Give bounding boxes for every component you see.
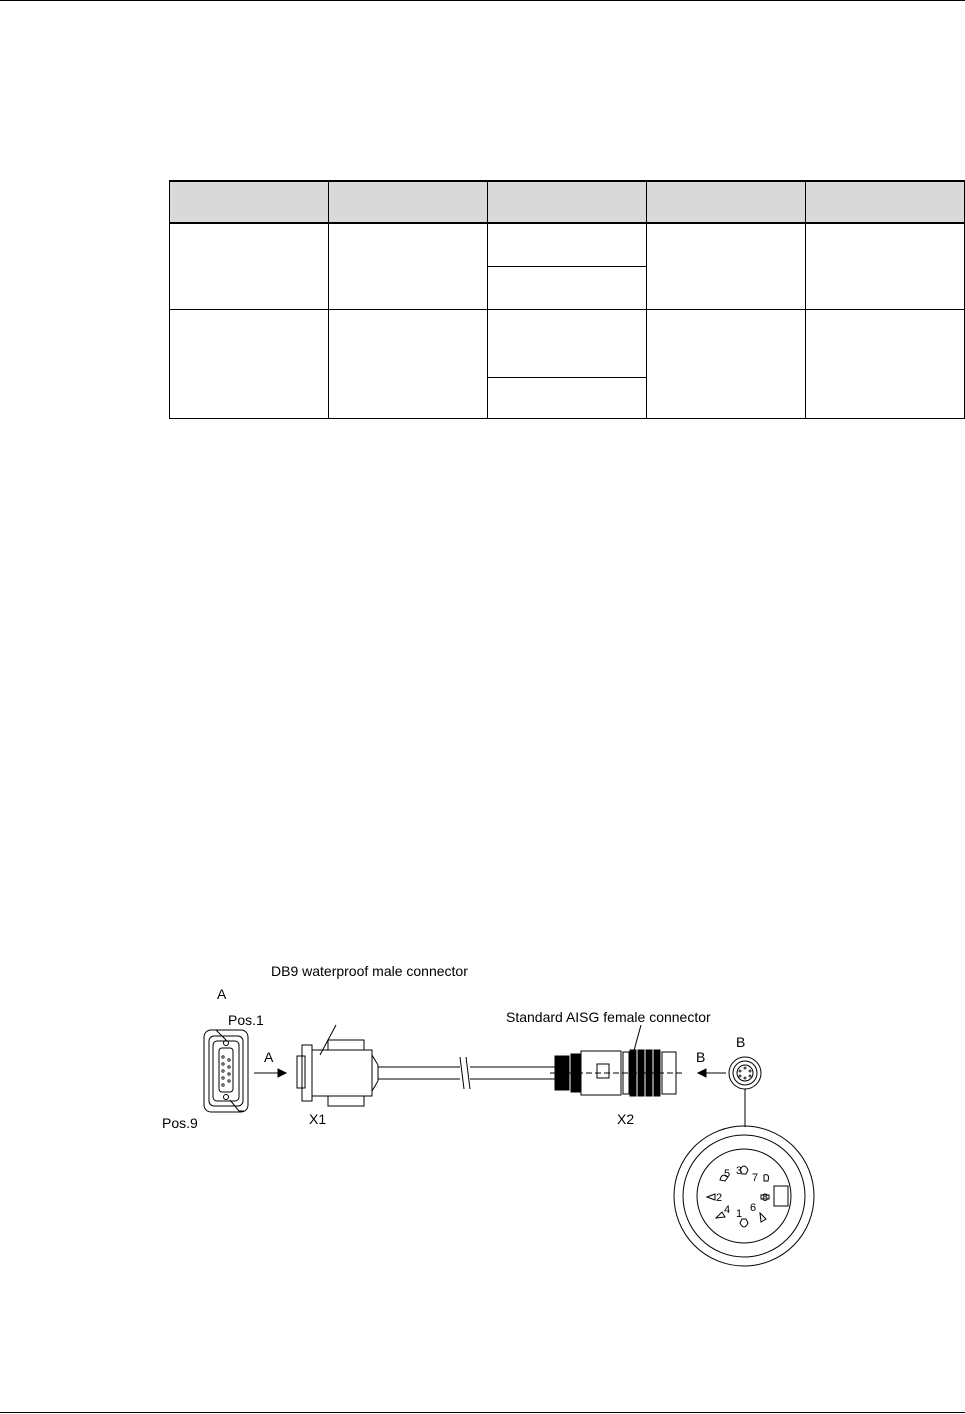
pin-number: 7 [752, 1172, 759, 1184]
pin-number: 8 [762, 1192, 769, 1204]
x2-label: X2 [617, 1111, 635, 1127]
pin-number: 5 [724, 1168, 731, 1180]
cable [378, 1057, 555, 1089]
table-header-cell [647, 181, 806, 223]
table-header-cell [329, 181, 488, 223]
pin-number: 6 [750, 1202, 757, 1214]
pin-number: 2 [716, 1192, 723, 1204]
header-rule [0, 0, 965, 1]
spec-table [169, 180, 965, 419]
table-header-cell [806, 181, 965, 223]
aisg-label: Standard AISG female connector [506, 1009, 711, 1025]
table-header-cell [488, 181, 647, 223]
table-cell [170, 223, 329, 309]
pin-number: 1 [736, 1208, 743, 1220]
pin-number: 3 [736, 1165, 743, 1177]
cable-diagram [160, 955, 820, 1285]
aisg-face-large [674, 1126, 814, 1266]
table-cell [170, 309, 329, 418]
table-cell [647, 223, 806, 309]
table-header-row [170, 181, 965, 223]
pin-number: 4 [724, 1204, 731, 1216]
table-cell [488, 223, 647, 266]
table-cell [488, 266, 647, 309]
view-b-label: B [736, 1034, 746, 1050]
footer-rule [0, 1412, 965, 1413]
table-row [170, 223, 965, 266]
pos1-label: Pos.1 [228, 1012, 264, 1028]
table-cell [806, 309, 965, 418]
db9-label: DB9 waterproof male connector [271, 963, 468, 979]
table-cell [329, 309, 488, 418]
view-a-label: A [217, 986, 227, 1002]
table-cell [488, 309, 647, 377]
aisg-connector-x2 [550, 1050, 685, 1096]
table-cell [647, 309, 806, 418]
table-cell [329, 223, 488, 309]
table-cell [806, 223, 965, 309]
x1-label: X1 [309, 1111, 327, 1127]
aisg-face-small [729, 1057, 761, 1127]
table-cell [488, 377, 647, 418]
arrow-b-label: B [696, 1049, 706, 1065]
arrow-a-label: A [264, 1049, 274, 1065]
table-row [170, 309, 965, 377]
db9-connector-x1 [297, 1040, 378, 1106]
pos9-label: Pos.9 [162, 1115, 198, 1131]
db9-face-view [204, 1030, 248, 1112]
table-header-cell [170, 181, 329, 223]
